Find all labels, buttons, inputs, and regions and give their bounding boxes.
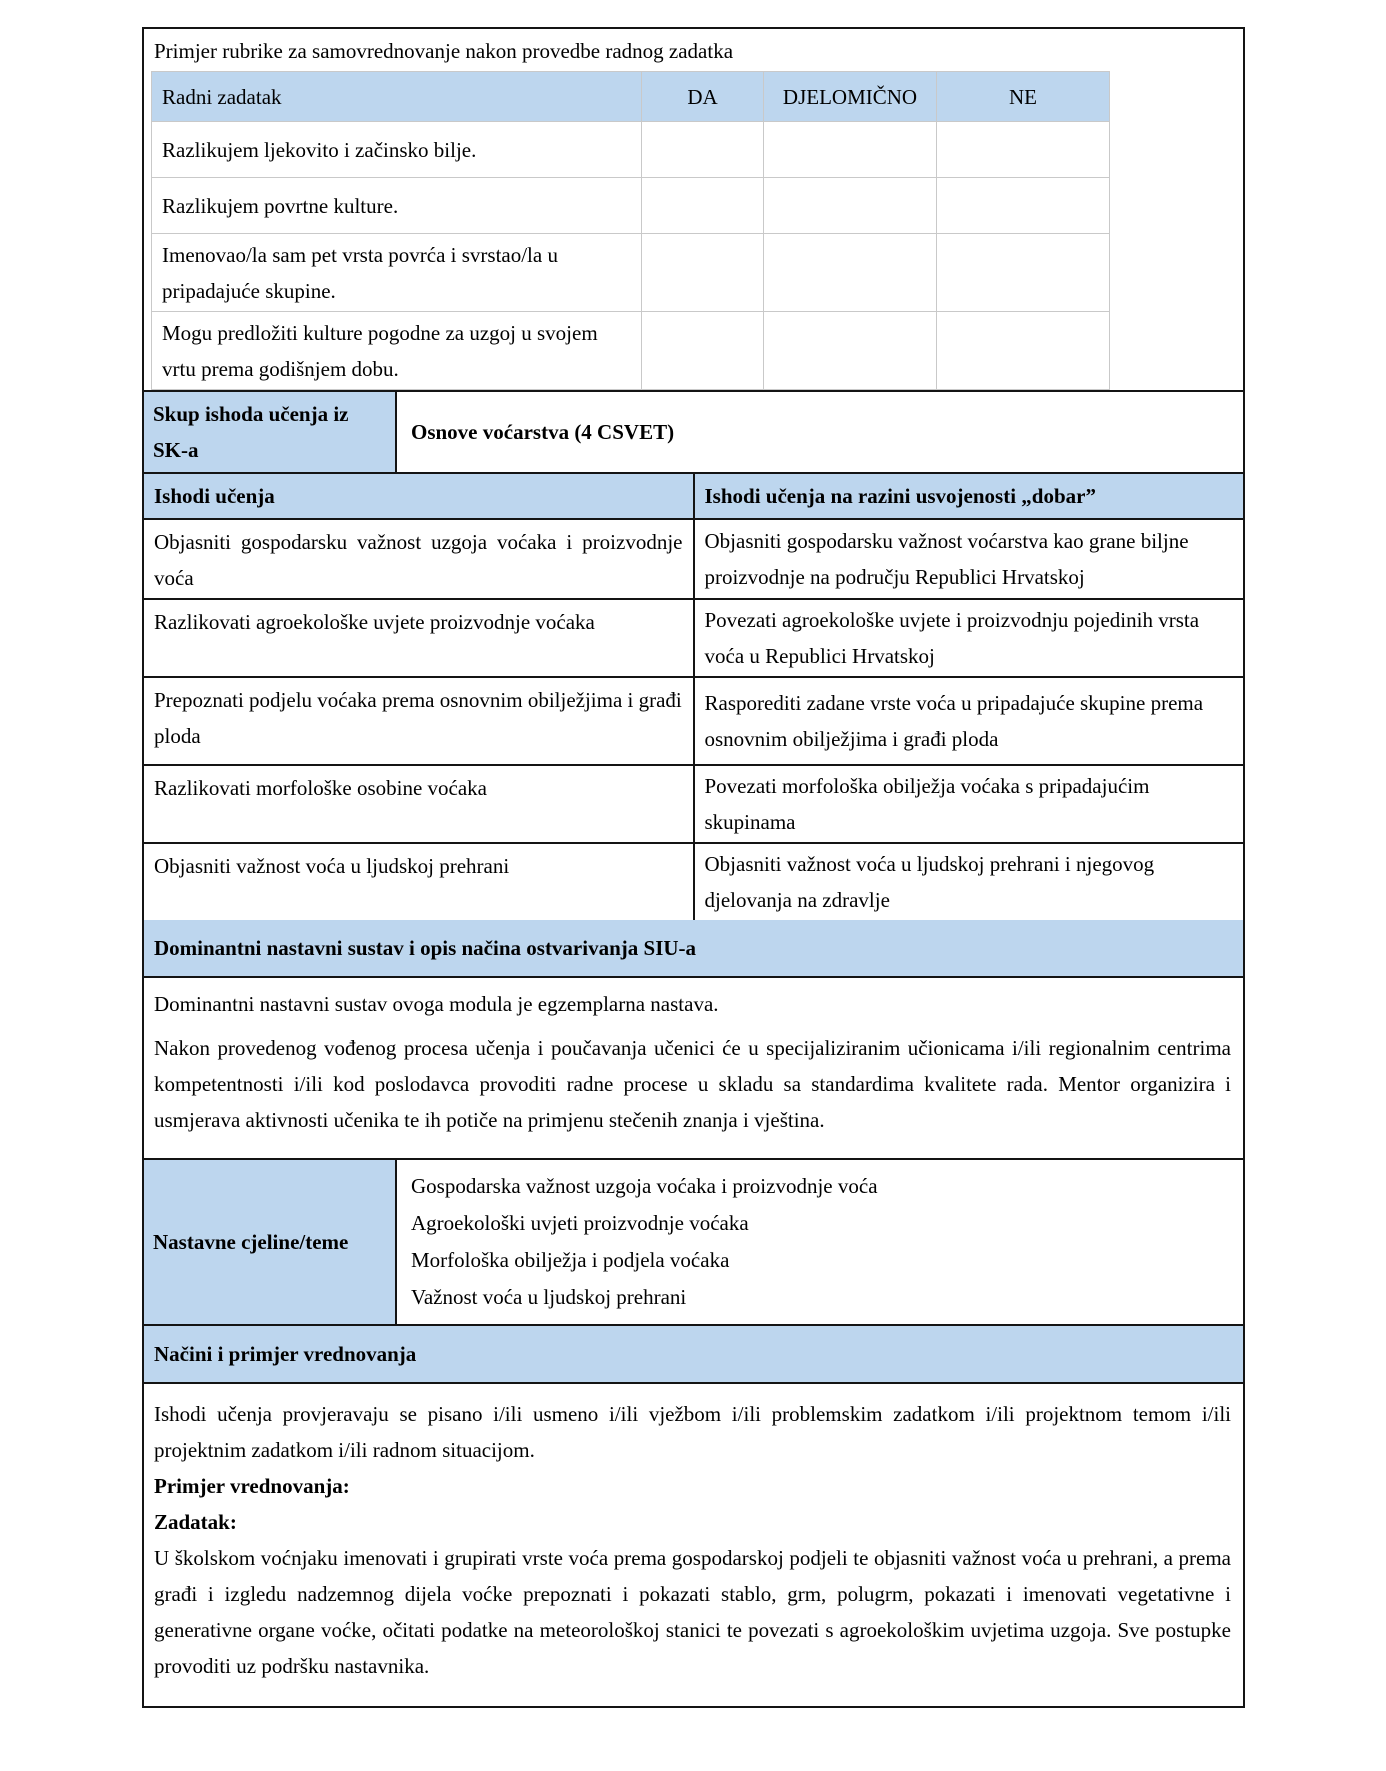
learning-outcome-set-label: Skup ishoda učenja iz SK-a — [144, 392, 397, 472]
rubric-empty-cell — [764, 312, 937, 390]
outcome-cell: Objasniti gospodarsku važnost uzgoja voćaka i proizvodnje voća — [144, 519, 694, 599]
outcome-level-cell: Povezati morfološka obilježja voćaka s pripadajućim skupinama — [694, 765, 1244, 843]
rubric-header-djelomicno: DJELOMIČNO — [764, 72, 937, 122]
outcome-cell: Prepoznati podjelu voćaka prema osnovnim obilježjima i građi ploda — [144, 677, 694, 765]
rubric-empty-cell — [764, 234, 937, 312]
evaluation-task-label: Zadatak: — [154, 1510, 237, 1534]
rubric-title: Primjer rubrike za samovrednovanje nakon provedbe radnog zadatka — [154, 39, 734, 63]
rubric-empty-cell — [642, 312, 764, 390]
outcome-cell: Razlikovati morfološke osobine voćaka — [144, 765, 694, 843]
rubric-row — [152, 178, 1110, 234]
rubric-task-cell: Mogu predložiti kulture pogodne za uzgoj u svojem vrtu prema godišnjem dobu. — [152, 312, 642, 390]
dominant-system-text — [144, 978, 1243, 1158]
rubric-task-cell: Imenovao/la sam pet vrsta povrća i svrstao/la u pripadajuće skupine. — [152, 234, 642, 312]
outcome-level-cell: Objasniti važnost voća u ljudskoj prehrani i njegovog djelovanja na zdravlje — [694, 843, 1244, 920]
teaching-units-row — [144, 1158, 1243, 1324]
learning-outcome-set-row — [144, 390, 1243, 472]
rubric-empty-cell — [764, 122, 937, 178]
outcomes-row — [144, 519, 1243, 599]
teaching-unit-item: Važnost voća u ljudskoj prehrani — [411, 1285, 687, 1309]
rubric-empty-cell — [937, 234, 1110, 312]
learning-outcome-set-value: Osnove voćarstva (4 CSVET) — [411, 420, 675, 444]
outcome-level-cell: Povezati agroekološke uvjete i proizvodnju pojedinih vrsta voća u Republici Hrvatskoj — [694, 599, 1244, 677]
outcome-cell: Razlikovati agroekološke uvjete proizvodnje voćaka — [144, 599, 694, 677]
evaluation-task-text: U školskom voćnjaku imenovati i grupirati vrste voća prema gospodarskoj podjeli te objasniti važnost voća u prehrani, a prema građi i izgledu nadzemnog dijela voćke prepoznati i pokazati stablo, grm, polugrm, pokazati i imenovati vegetativne i generativne organe voćke, očitati podatke na meteorološkoj stanici te povezati s agroekološkim uvjetima uzgoja. Sve postupke provoditi uz podršku nastavnika. — [154, 1546, 1231, 1678]
learning-outcomes-table — [144, 472, 1243, 920]
curriculum-document-table — [142, 27, 1245, 1708]
rubric-empty-cell — [937, 312, 1110, 390]
evaluation-intro: Ishodi učenja provjeravaju se pisano i/ili usmeno i/ili vježbom i/ili problemskim zadatkom i/ili projektnom temom i/ili projektnim zadatkom i/ili radnom situacijom. — [154, 1402, 1231, 1462]
rubric-empty-cell — [642, 122, 764, 178]
teaching-unit-item: Agroekološki uvjeti proizvodnje voćaka — [411, 1211, 749, 1235]
dominant-system-header: Dominantni nastavni sustav i opis načina ostvarivanja SIU-a — [144, 920, 1243, 978]
rubric-empty-cell — [764, 178, 937, 234]
outcome-cell: Objasniti važnost voća u ljudskoj prehrani — [144, 843, 694, 920]
teaching-unit-item: Morfološka obilježja i podjela voćaka — [411, 1248, 730, 1272]
rubric-empty-cell — [642, 178, 764, 234]
rubric-header-task: Radni zadatak — [152, 72, 642, 122]
outcomes-row — [144, 599, 1243, 677]
outcomes-header-row — [144, 473, 1243, 519]
teaching-units-list — [397, 1160, 1243, 1324]
rubric-empty-cell — [937, 178, 1110, 234]
rubric-row — [152, 122, 1110, 178]
outcome-level-cell: Objasniti gospodarsku važnost voćarstva kao grane biljne proizvodnje na području Republici Hrvatskoj — [694, 519, 1244, 599]
evaluation-header: Načini i primjer vrednovanja — [144, 1324, 1243, 1384]
dominant-paragraph-2: Nakon provedenog vođenog procesa učenja i poučavanja učenici će u specijaliziranim učionicama i/ili regionalnim centrima kompetentnosti i/ili kod poslodavca provoditi radne procese u skladu sa standardima kvalitete rada. Mentor organizira i usmjerava aktivnosti učenika te ih potiče na primjenu stečenih znanja i vještina. — [154, 1036, 1231, 1132]
rubric-empty-cell — [642, 234, 764, 312]
rubric-task-cell: Razlikujem ljekovito i začinsko bilje. — [152, 122, 642, 178]
dominant-paragraph-1: Dominantni nastavni sustav ovoga modula je egzemplarna nastava. — [154, 992, 719, 1016]
evaluation-example-label: Primjer vrednovanja: — [154, 1474, 350, 1498]
outcomes-row — [144, 677, 1243, 765]
rubric-task-cell: Razlikujem povrtne kulture. — [152, 178, 642, 234]
teaching-unit-item: Gospodarska važnost uzgoja voćaka i proizvodnje voća — [411, 1174, 878, 1198]
rubric-row — [152, 312, 1110, 390]
rubric-header-row — [152, 72, 1110, 122]
rubric-header-ne: NE — [937, 72, 1110, 122]
rubric-header-da: DA — [642, 72, 764, 122]
outcomes-header-right: Ishodi učenja na razini usvojenosti „dobar” — [694, 473, 1244, 519]
rubric-empty-cell — [937, 122, 1110, 178]
rubric-row — [152, 234, 1110, 312]
outcome-level-cell: Rasporediti zadane vrste voća u pripadajuće skupine prema osnovnim obilježjima i građi ploda — [694, 677, 1244, 765]
evaluation-text — [144, 1384, 1243, 1706]
outcomes-row — [144, 843, 1243, 920]
outcomes-row — [144, 765, 1243, 843]
outcomes-header-left: Ishodi učenja — [144, 473, 694, 519]
teaching-units-label: Nastavne cjeline/teme — [144, 1160, 397, 1324]
self-assessment-rubric-table — [151, 71, 1110, 390]
